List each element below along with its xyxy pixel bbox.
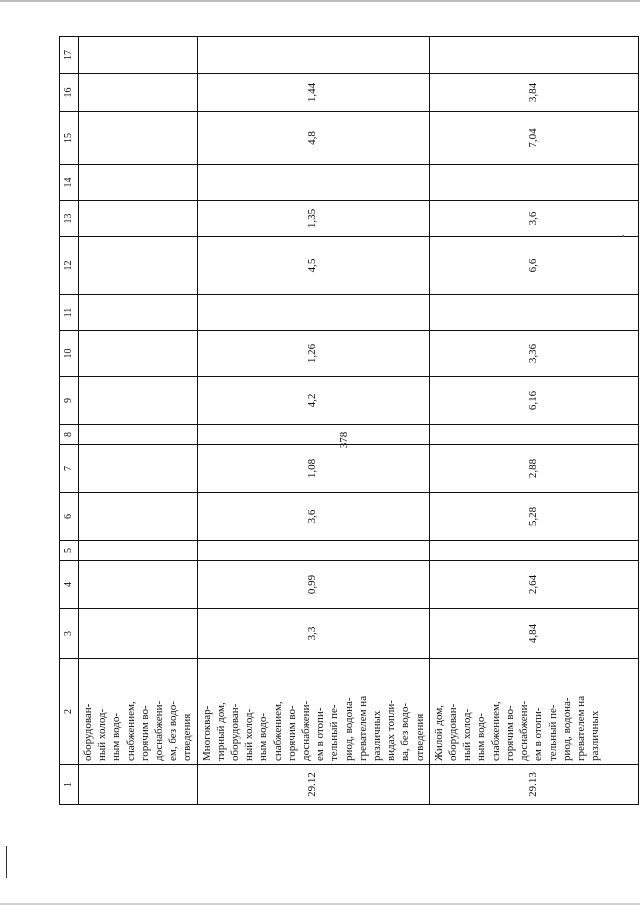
description-line: риод, водона- bbox=[560, 697, 573, 761]
value-cell: 4,5 bbox=[197, 237, 429, 295]
scan-speck bbox=[622, 235, 624, 237]
column-number: 13 bbox=[60, 201, 79, 237]
value-cell: 1,44 bbox=[197, 74, 429, 112]
value-cell: 3,6 bbox=[197, 493, 429, 541]
value-cell bbox=[197, 165, 429, 201]
value-cell bbox=[79, 561, 198, 609]
value-cell: 4,84 bbox=[429, 609, 638, 659]
description-line: Жилой дом, bbox=[432, 705, 445, 761]
column-number: 8 bbox=[60, 425, 79, 445]
value-cell bbox=[79, 295, 198, 331]
description-line: ный холод- bbox=[96, 708, 109, 761]
description-line: тельный пе- bbox=[546, 704, 559, 761]
description-line: снабжением, bbox=[271, 701, 284, 761]
column-number: 11 bbox=[60, 295, 79, 331]
description-line: отведения bbox=[413, 713, 426, 761]
column-number: 9 bbox=[60, 377, 79, 425]
page-number: 378 bbox=[338, 431, 350, 449]
description-line: ным водо- bbox=[475, 712, 488, 761]
value-cell: 6,6 bbox=[429, 237, 638, 295]
value-cell: 1,08 bbox=[197, 445, 429, 493]
value-cell bbox=[79, 37, 198, 74]
column-number: 12 bbox=[60, 237, 79, 295]
column-number: 6 bbox=[60, 493, 79, 541]
value-cell: 7,04 bbox=[429, 112, 638, 165]
value-cell bbox=[79, 445, 198, 493]
column-number: 2 bbox=[60, 659, 79, 765]
value-cell: 2,88 bbox=[429, 445, 638, 493]
description-line: ем в отопи- bbox=[532, 707, 545, 761]
value-cell bbox=[79, 201, 198, 237]
description-line: риод, водона- bbox=[342, 697, 355, 761]
description-line: различных bbox=[589, 710, 602, 761]
description-line: доснабжени- bbox=[300, 700, 313, 761]
description-line: Многоквар- bbox=[200, 705, 213, 761]
column-number: 15 bbox=[60, 112, 79, 165]
description-line: различных bbox=[371, 710, 384, 761]
table-row bbox=[429, 37, 638, 805]
value-cell: 4,2 bbox=[197, 377, 429, 425]
value-cell bbox=[79, 541, 198, 561]
description-line: гревателем на bbox=[356, 695, 369, 761]
description-line: оборудован- bbox=[229, 703, 242, 761]
value-cell bbox=[79, 493, 198, 541]
column-number: 5 bbox=[60, 541, 79, 561]
column-number-row bbox=[60, 37, 79, 805]
margin-mark bbox=[6, 846, 7, 878]
description-line: оборудован- bbox=[82, 703, 94, 761]
row-code: 29.12 bbox=[197, 765, 429, 805]
column-number: 4 bbox=[60, 561, 79, 609]
value-cell bbox=[429, 425, 638, 445]
column-number: 7 bbox=[60, 445, 79, 493]
value-cell: 3,3 bbox=[197, 609, 429, 659]
description-line: горячим во- bbox=[285, 705, 298, 761]
rotated-table-wrapper bbox=[59, 37, 611, 805]
value-cell bbox=[429, 165, 638, 201]
value-cell bbox=[79, 425, 198, 445]
value-cell bbox=[79, 237, 198, 295]
value-cell: 4,8 bbox=[197, 112, 429, 165]
value-cell: 1,35 bbox=[197, 201, 429, 237]
description-line: доснабжени- bbox=[518, 700, 531, 761]
description-line: доснабжени- bbox=[153, 700, 166, 761]
value-cell: 3,36 bbox=[429, 331, 638, 377]
column-number: 1 bbox=[60, 765, 79, 805]
value-cell bbox=[197, 541, 429, 561]
row-description bbox=[79, 659, 198, 765]
value-cell bbox=[79, 165, 198, 201]
column-number: 10 bbox=[60, 331, 79, 377]
value-cell bbox=[429, 541, 638, 561]
description-line: ным водо- bbox=[257, 712, 270, 761]
description-line: ный холод- bbox=[461, 708, 474, 761]
value-cell bbox=[79, 112, 198, 165]
value-cell: 3,84 bbox=[429, 74, 638, 112]
description-line: тельный пе- bbox=[328, 704, 341, 761]
table-row bbox=[79, 37, 198, 805]
description-line: ва, без водо- bbox=[399, 702, 412, 761]
description-line: ем в отопи- bbox=[314, 707, 327, 761]
value-cell bbox=[429, 37, 638, 74]
description-line: ным водо- bbox=[110, 712, 123, 761]
value-cell bbox=[197, 425, 429, 445]
description-line: ный холод- bbox=[243, 708, 256, 761]
value-cell bbox=[79, 331, 198, 377]
description-line: гревателем на bbox=[574, 695, 587, 761]
row-code: 29.13 bbox=[429, 765, 638, 805]
value-cell: 0,99 bbox=[197, 561, 429, 609]
value-cell: 3,6 bbox=[429, 201, 638, 237]
table-row bbox=[197, 37, 429, 805]
description-line: горячим во- bbox=[138, 705, 151, 761]
description-line: тирный дом, bbox=[214, 702, 227, 761]
row-code bbox=[79, 765, 198, 805]
column-number: 14 bbox=[60, 165, 79, 201]
value-cell: 1,26 bbox=[197, 331, 429, 377]
row-description bbox=[429, 659, 638, 765]
value-cell bbox=[197, 295, 429, 331]
description-line: отведения bbox=[181, 713, 194, 761]
value-cell: 6,16 bbox=[429, 377, 638, 425]
column-number: 3 bbox=[60, 609, 79, 659]
description-line: снабжением, bbox=[124, 701, 137, 761]
description-line: горячим во- bbox=[503, 705, 516, 761]
column-number: 16 bbox=[60, 74, 79, 112]
row-description bbox=[197, 659, 429, 765]
value-cell bbox=[197, 37, 429, 74]
value-cell: 2,64 bbox=[429, 561, 638, 609]
value-cell bbox=[79, 377, 198, 425]
value-cell bbox=[79, 74, 198, 112]
description-line: оборудован- bbox=[447, 703, 460, 761]
description-line: видах топли- bbox=[385, 700, 398, 761]
description-line: ем, без водо- bbox=[167, 701, 180, 761]
tariff-table bbox=[59, 36, 639, 805]
description-line: снабжением, bbox=[489, 701, 502, 761]
column-number: 17 bbox=[60, 37, 79, 74]
value-cell bbox=[79, 609, 198, 659]
value-cell: 5,28 bbox=[429, 493, 638, 541]
scan-edge-top bbox=[0, 0, 640, 2]
value-cell bbox=[429, 295, 638, 331]
